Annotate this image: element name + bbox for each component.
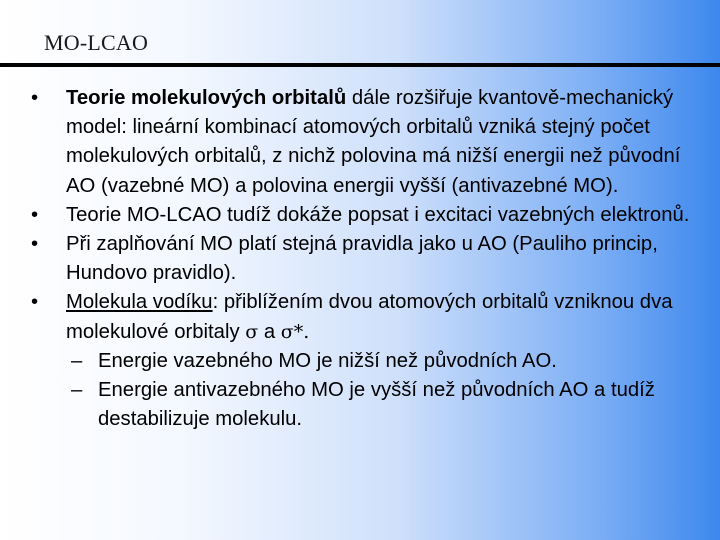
bullet-text: Teorie MO-LCAO tudíž dokáže popsat i excitaci vazebných elektronů. bbox=[66, 203, 690, 226]
title-divider bbox=[0, 63, 720, 67]
bullet-icon: • bbox=[31, 87, 39, 109]
connector-text: a bbox=[258, 320, 281, 343]
bullet-item bbox=[28, 201, 700, 230]
sub-bullet-text: Energie antivazebného MO je vyšší než původních AO a tudíž destabilizuje molekulu. bbox=[98, 379, 655, 431]
sub-bullet-text: Energie vazebného MO je nižší než původních AO. bbox=[98, 349, 557, 372]
sub-bullet-item bbox=[28, 376, 700, 434]
bullet-underlined-term: Molekula vodíku bbox=[66, 291, 213, 314]
bullet-item bbox=[28, 230, 700, 288]
bullet-bold-term: Teorie molekulových orbitalů bbox=[66, 87, 347, 109]
bullet-icon: • bbox=[31, 233, 39, 256]
dash-icon: – bbox=[71, 379, 83, 402]
bullet-list bbox=[28, 84, 700, 434]
slide-title: MO-LCAO bbox=[44, 30, 149, 55]
bullet-text: Při zaplňování MO platí stejná pravidla jako u AO (Pauliho princip, Hundovo pravidlo). bbox=[66, 233, 658, 285]
dash-icon: – bbox=[71, 349, 83, 372]
bullet-icon: • bbox=[31, 291, 39, 314]
bullet-text: dále rozšiřuje kvantově-mechanický model: lineární kombinací atomových orbitalů vzniká stejný počet molekulových orbitalů, z nichž polovina má nižší energii než původní AO (vazebné MO) a polovina energii vyšší (antivazebné MO). bbox=[66, 87, 681, 197]
bullet-item bbox=[28, 84, 700, 201]
sigma-symbol: σ bbox=[245, 320, 259, 343]
bullet-item bbox=[28, 288, 700, 346]
bullet-text: : přiblížením dvou atomových orbitalů vzniknou dva molekulové orbitaly bbox=[66, 291, 673, 343]
sub-bullet-item bbox=[28, 347, 700, 376]
sigma-star-symbol: σ*. bbox=[280, 320, 310, 343]
bullet-icon: • bbox=[31, 203, 39, 226]
